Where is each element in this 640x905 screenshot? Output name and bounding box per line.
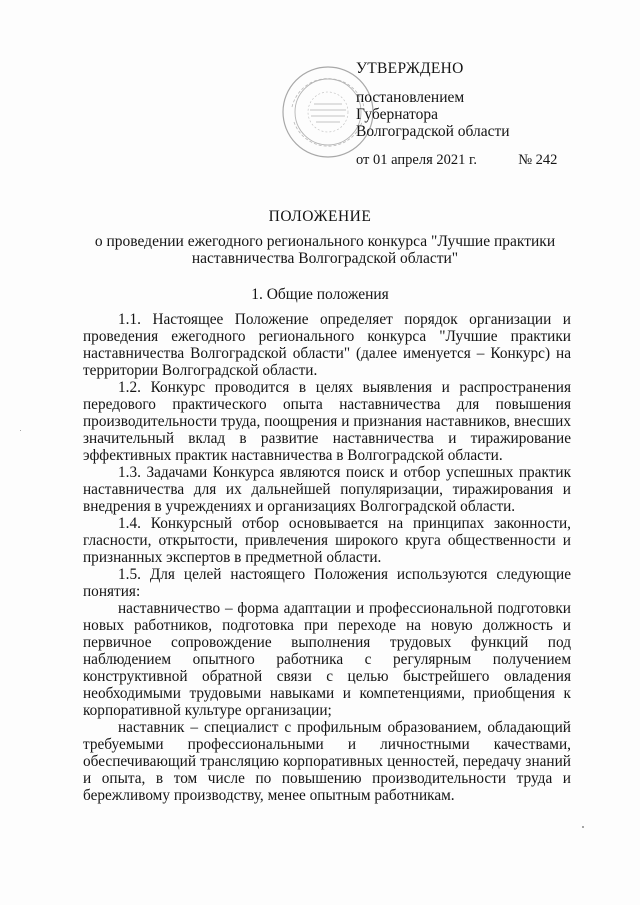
paragraph-1-2: 1.2. Конкурс проводится в целях выявления и распространения передового практического опыта наставничества для повышения производительности труда, поощрения и признания наставников, внесших значительный вклад в развитие наставничества и тиражирование эффективных практик наставничества в Волгоградской области. [83, 379, 571, 464]
paragraph-1-5: 1.5. Для целей настоящего Положения используются следующие понятия: [83, 566, 571, 600]
paragraph-1-1: 1.1. Настоящее Положение определяет порядок организации и проведения ежегодного регионального конкурса "Лучшие практики наставничества Волгоградской области" (далее именуется – Конкурс) на территории Волгоградской области. [83, 311, 571, 379]
date-prefix: от [356, 152, 370, 168]
approval-line-3: Волгоградской области [356, 123, 510, 140]
subtitle-line-2: наставничества Волгоградской области" [191, 250, 459, 267]
number-sign: № [518, 152, 533, 168]
definition-mentor: наставник – специалист с профильным образованием, обладающий требуемыми профессиональными и личностными качествами, обеспечивающий трансляцию корпоративных ценностей, передачу знаний и опыта, в том числе по повышению производительности труда и бережливому производству, менее опытным работникам. [83, 719, 571, 804]
document-body [83, 311, 571, 804]
approval-block [356, 60, 616, 169]
document-subtitle [60, 233, 590, 267]
approval-date: 01 апреля 2021 г. [373, 152, 477, 168]
approval-line-1: постановлением [356, 89, 465, 106]
scan-speck [20, 430, 21, 431]
subtitle-line-1: о проведении ежегодного регионального конкурса "Лучшие практики [94, 233, 556, 250]
section-heading: 1. Общие положения [251, 286, 389, 303]
scan-speck [582, 826, 584, 828]
definition-mentoring: наставничество – форма адаптации и профессиональной подготовки новых работников, подготовка при переходе на новую должность и первичное сопровождение выполнения трудовых функций под наблюдением опытного работника с регулярным получением конструктивной обратной связи с целью быстрейшего овладения необходимыми трудовыми навыками и компетенциями, приобщения к корпоративной культуре организации; [83, 600, 571, 719]
paragraph-1-4: 1.4. Конкурсный отбор основывается на принципах законности, гласности, открытости, привлечения широкого круга общественности и признанных экспертов в предметной области. [83, 515, 571, 566]
approved-label: УТВЕРЖДЕНО [356, 60, 464, 77]
paragraph-1-3: 1.3. Задачами Конкурса являются поиск и отбор успешных практик наставничества для их дальнейшей популяризации, тиражирования и внедрения в учреждениях и организациях Волгоградской области. [83, 464, 571, 515]
approval-line-2: Губернатора [356, 106, 438, 123]
approval-date-line [356, 152, 616, 169]
approval-number: 242 [535, 152, 558, 168]
document-title: ПОЛОЖЕНИЕ [268, 208, 372, 225]
